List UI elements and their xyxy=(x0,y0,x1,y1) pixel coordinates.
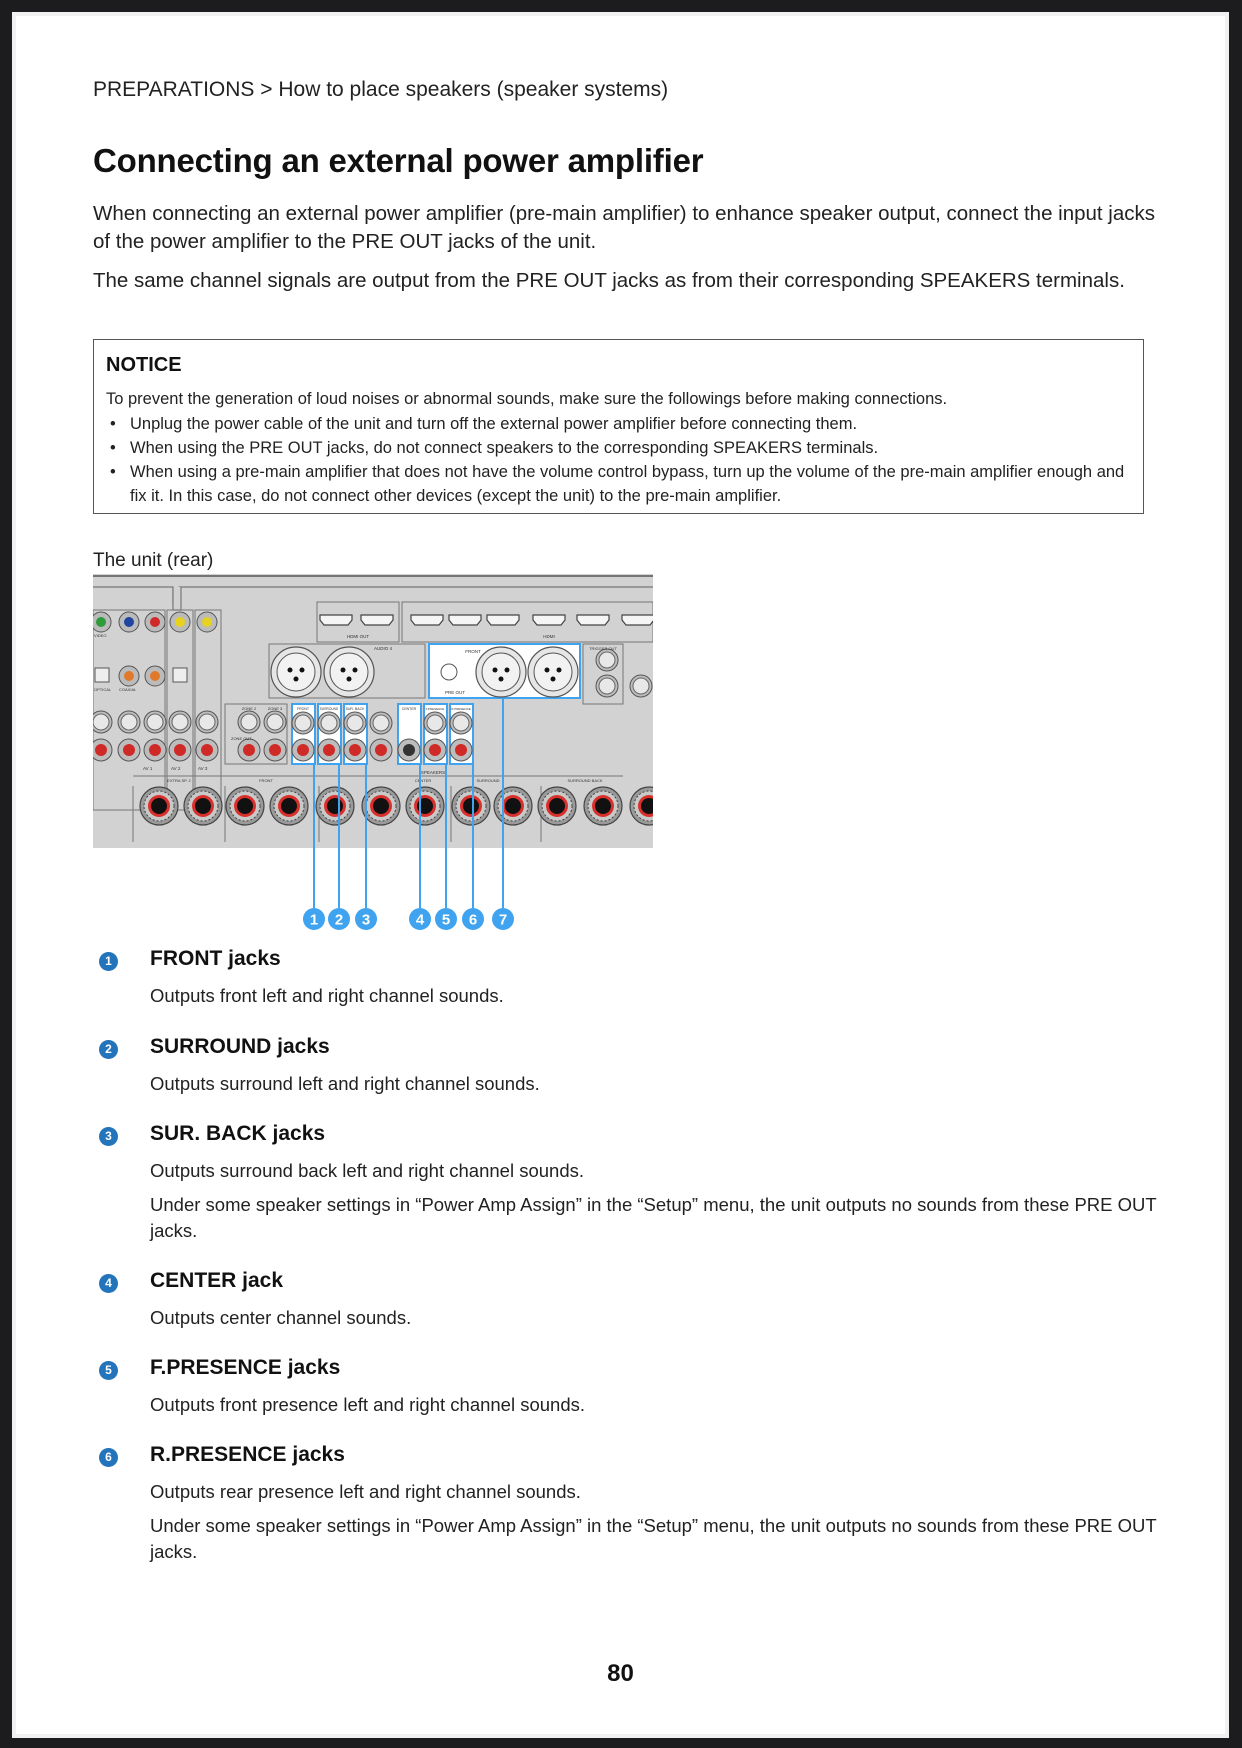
label-trigger-out: TRIGGER OUT xyxy=(589,646,617,651)
label-front: FRONT xyxy=(296,707,310,711)
label-center: CENTER xyxy=(401,707,417,711)
label-zone2: ZONE 2 xyxy=(241,706,257,711)
document-page xyxy=(12,12,1229,1738)
callout-1 xyxy=(303,908,325,930)
number-badge-icon: 2 xyxy=(99,1040,118,1059)
number-badge-icon: 5 xyxy=(99,1361,118,1380)
label-pre-out-front: FRONT xyxy=(465,649,481,654)
callout-number: 1 xyxy=(309,911,319,929)
notice-box xyxy=(93,339,1144,514)
notice-bullet: • When using a pre-main amplifier that does not have the volume control bypass, turn up the volume of the pre-main amplifier enough and fix it. In this case, do not connect other devices (except the unit) to the pre-main amplifier. xyxy=(130,460,1131,508)
label-optical: OPTICAL xyxy=(94,687,112,692)
label-coaxial: COAXIAL xyxy=(119,687,137,692)
diagram-caption: The unit (rear) xyxy=(93,550,214,571)
callout-3 xyxy=(355,908,377,930)
number-badge-icon: 6 xyxy=(99,1448,118,1467)
label-hdmi: HDMI xyxy=(543,634,555,639)
callout-2 xyxy=(328,908,350,930)
item-title: SUR. BACK jacks xyxy=(150,1122,326,1145)
item-title: FRONT jacks xyxy=(150,947,281,970)
label-sp-front: FRONT xyxy=(259,778,273,783)
label-surround: SURROUND xyxy=(319,707,339,711)
intro-paragraph-1: When connecting an external power amplifier (pre-main amplifier) to enhance speaker output, connect the input jacks of the power amplifier to the PRE OUT jacks of the unit. xyxy=(93,202,1156,253)
item-note: Under some speaker settings in “Power Amp Assign” in the “Setup” menu, the unit outputs no sounds from these PRE OUT jacks. xyxy=(150,1515,1157,1562)
label-sp-surround-back: SURROUND BACK xyxy=(567,778,603,783)
label-sp-center: CENTER xyxy=(414,778,432,783)
label-extra-sp2: EXTRA SP. 2 xyxy=(167,778,191,783)
number-badge-icon: 4 xyxy=(99,1274,118,1293)
item-title: R.PRESENCE jacks xyxy=(150,1443,345,1466)
label-zone-out: ZONE OUT xyxy=(231,736,252,741)
label-speakers: SPEAKERS xyxy=(420,770,446,775)
item-note: Under some speaker settings in “Power Amp Assign” in the “Setup” menu, the unit outputs no sounds from these PRE OUT jacks. xyxy=(150,1194,1157,1241)
label-r-presence: R.PRESENCE xyxy=(451,707,471,711)
rear-panel-diagram xyxy=(93,574,653,934)
label-pre-out: PRE OUT xyxy=(444,690,466,695)
item-description: Outputs center channel sounds. xyxy=(150,1307,412,1328)
item-description: Outputs front left and right channel sounds. xyxy=(150,985,504,1006)
label-audio4: AUDIO 4 xyxy=(373,646,393,651)
callout-number: 6 xyxy=(468,911,478,929)
label-av2: AV 2 xyxy=(171,766,181,771)
number-badge-icon: 1 xyxy=(99,952,118,971)
label-zone3: ZONE 3 xyxy=(267,706,283,711)
callout-number: 7 xyxy=(498,911,508,929)
label-av1: AV 1 xyxy=(143,766,153,771)
item-title: SURROUND jacks xyxy=(150,1035,330,1058)
breadcrumb: PREPARATIONS > How to place speakers (speaker systems) xyxy=(93,78,669,101)
notice-list xyxy=(106,412,1131,508)
label-sur-back: SUR. BACK xyxy=(345,707,365,711)
callout-7 xyxy=(492,908,514,930)
label-hdmi-out: HDMI OUT xyxy=(346,634,370,639)
callout-4 xyxy=(409,908,431,930)
label-video: VIDEO xyxy=(94,633,107,638)
callout-number: 5 xyxy=(441,911,451,929)
item-title: CENTER jack xyxy=(150,1269,284,1292)
page-title: Connecting an external power amplifier xyxy=(93,142,704,179)
notice-bullet: • When using the PRE OUT jacks, do not connect speakers to the corresponding SPEAKERS terminals. xyxy=(130,436,1131,460)
rear-panel-illustration xyxy=(93,574,653,934)
label-av3: AV 3 xyxy=(198,766,208,771)
item-description: Outputs surround left and right channel sounds. xyxy=(150,1073,540,1094)
item-title: F.PRESENCE jacks xyxy=(150,1356,341,1379)
callout-number: 2 xyxy=(334,911,344,929)
notice-text: To prevent the generation of loud noises or abnormal sounds, make sure the followings before making connections. xyxy=(106,390,948,408)
callout-number: 4 xyxy=(415,911,425,929)
number-badge-icon: 3 xyxy=(99,1127,118,1146)
notice-title: NOTICE xyxy=(106,354,182,376)
item-description: Outputs rear presence left and right channel sounds. xyxy=(150,1481,581,1502)
callout-number: 3 xyxy=(361,911,371,929)
item-description: Outputs front presence left and right channel sounds. xyxy=(150,1394,586,1415)
intro-paragraph-2: The same channel signals are output from the PRE OUT jacks as from their corresponding SPEAKERS terminals. xyxy=(93,269,1125,292)
label-sp-surround: SURROUND xyxy=(476,778,500,783)
item-description: Outputs surround back left and right channel sounds. xyxy=(150,1160,584,1181)
callout-5 xyxy=(435,908,457,930)
page-number: 80 xyxy=(607,1660,634,1687)
pre-out-rca-jacks xyxy=(292,704,473,764)
callout-6 xyxy=(462,908,484,930)
label-f-presence: F.PRESENCE xyxy=(425,707,445,711)
notice-bullet: • Unplug the power cable of the unit and turn off the external power amplifier before connecting them. xyxy=(130,412,1131,436)
